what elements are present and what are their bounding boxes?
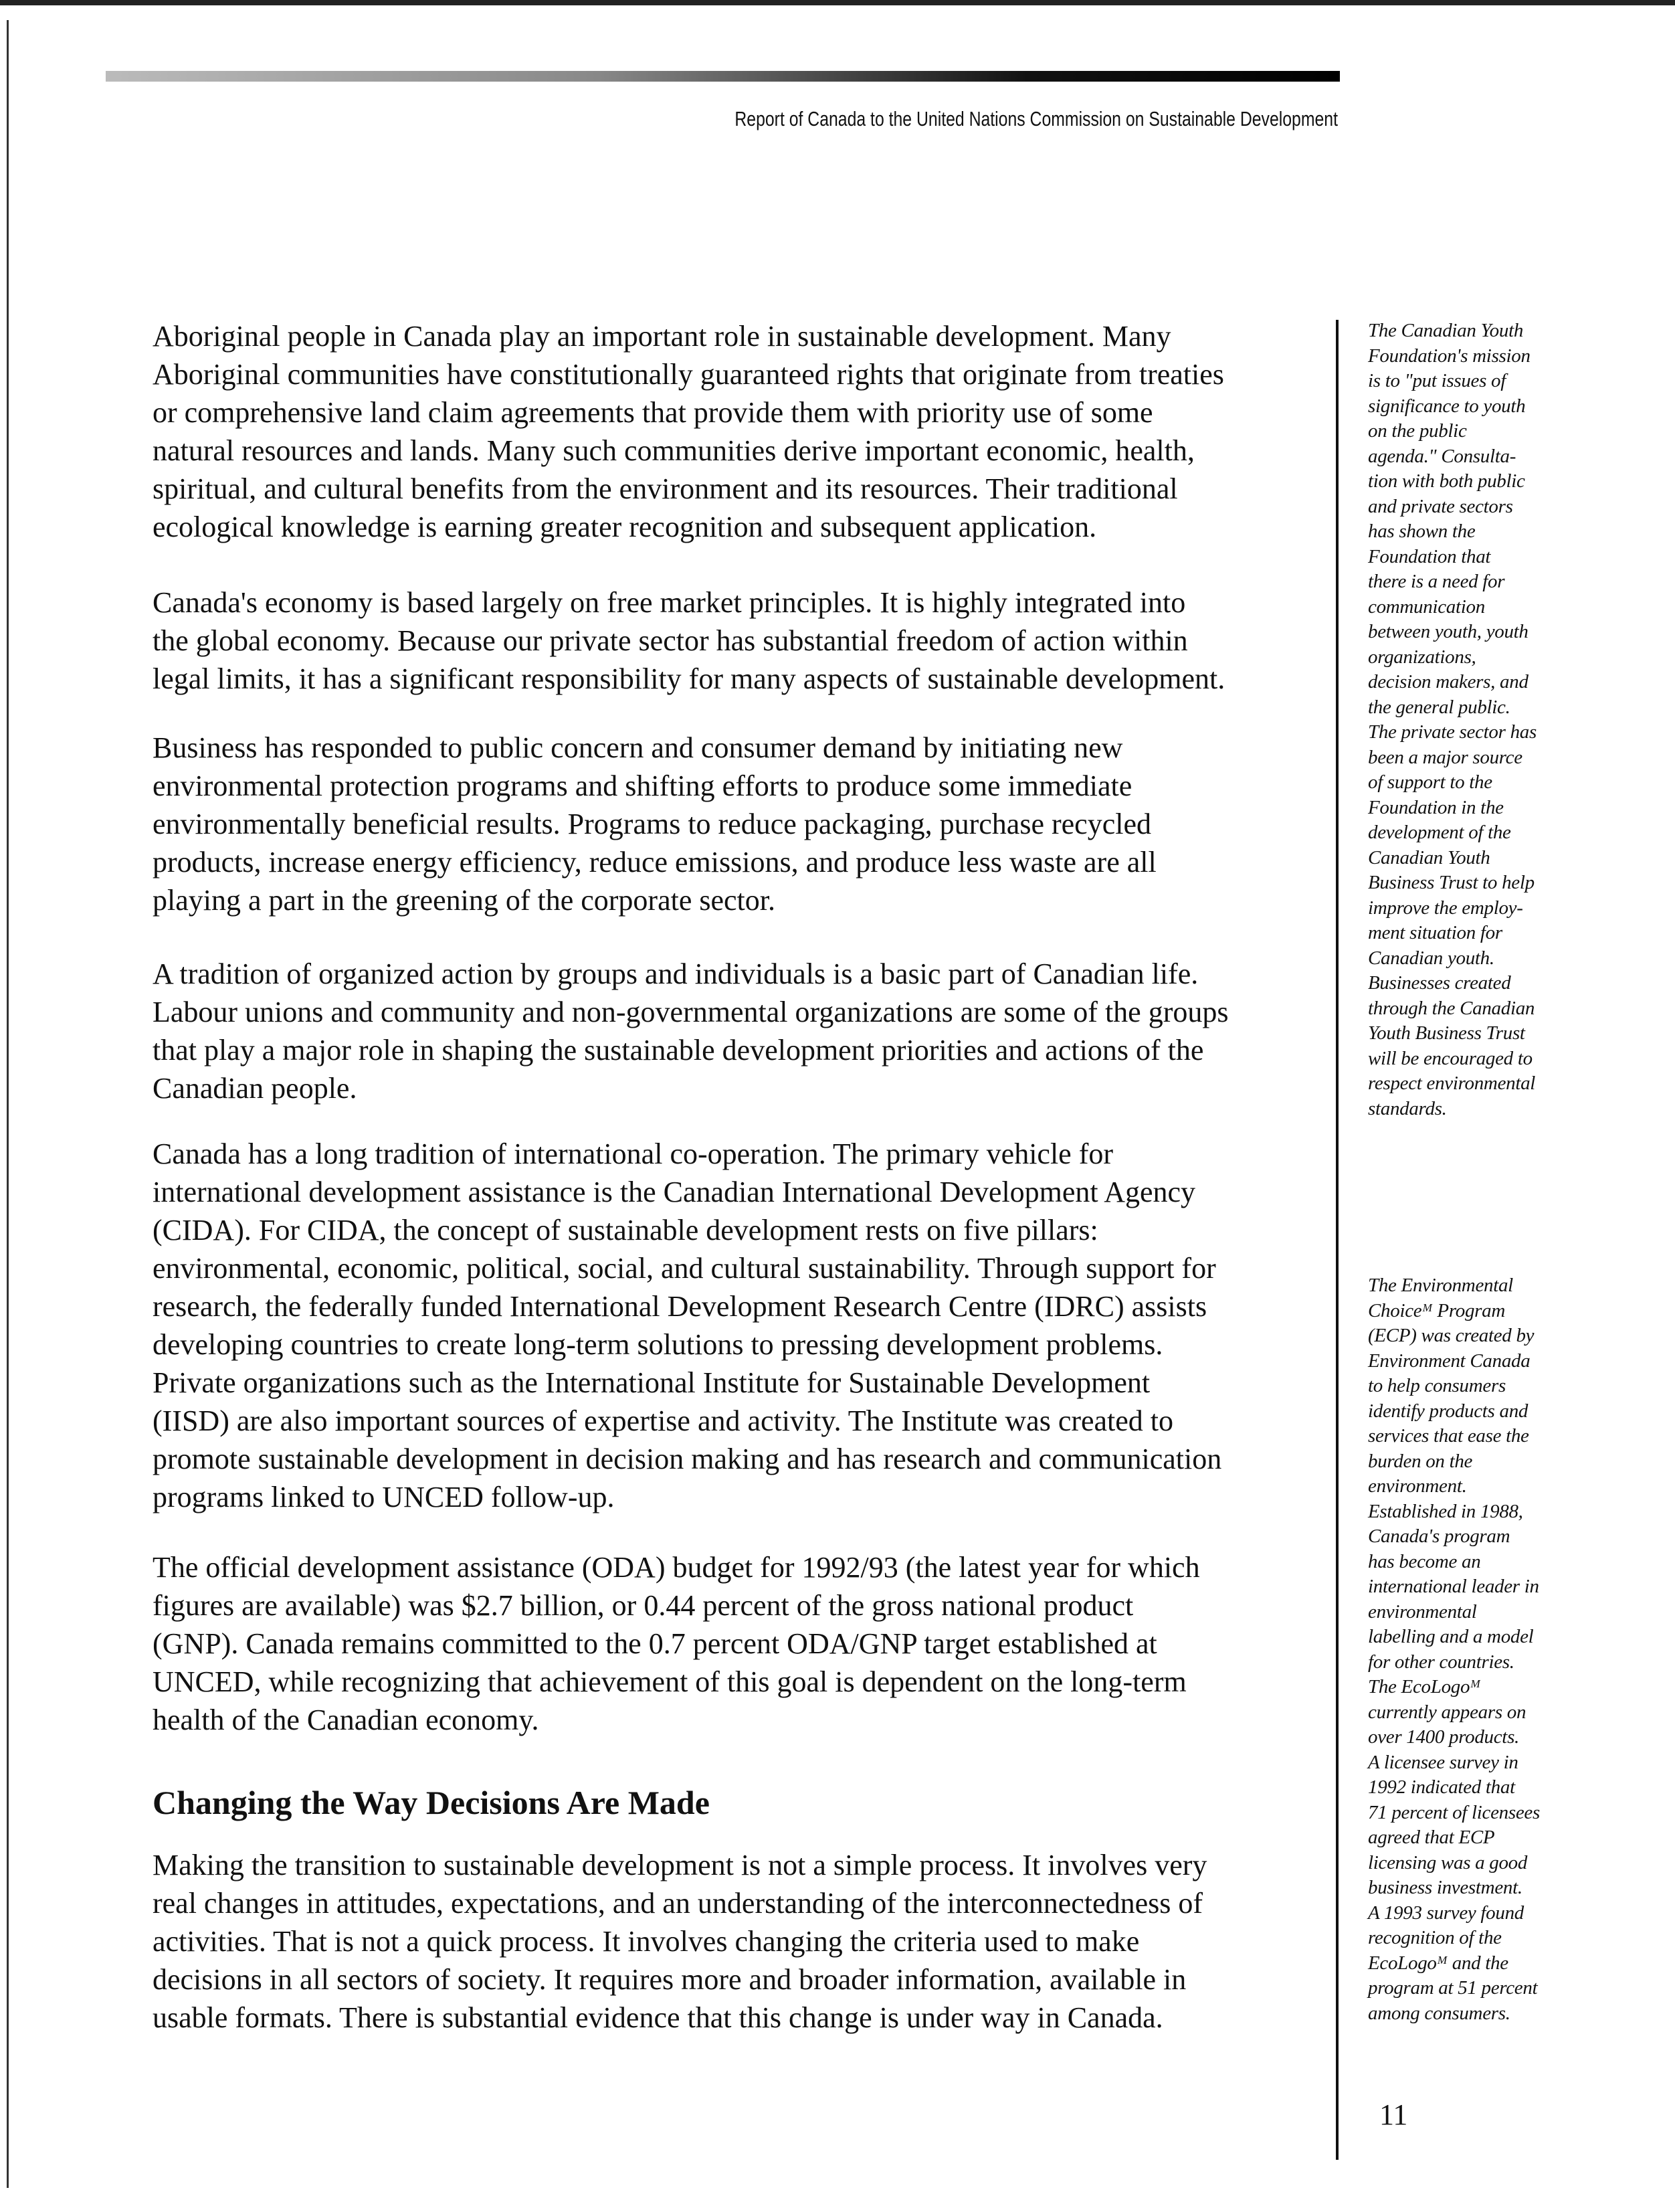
text-line: standards.	[1368, 1097, 1447, 1119]
text-line: (IISD) are also important sources of expertise and activity. The Institute was created to	[153, 1404, 1174, 1437]
text-line: recognition of the	[1368, 1927, 1502, 1948]
text-line: Canada has a long tradition of international co-operation. The primary vehicle for	[153, 1137, 1114, 1170]
paragraph-international-cooperation	[153, 1135, 1221, 1516]
text-line: Businesses created	[1368, 972, 1511, 994]
text-line: services that ease the	[1368, 1425, 1529, 1447]
text-line: communication	[1368, 595, 1485, 618]
text-line: environment.	[1368, 1475, 1467, 1497]
text-line: (CIDA). For CIDA, the concept of sustainable development rests on five pillars:	[153, 1214, 1098, 1247]
text-line: research, the federally funded International Development Research Centre (IDRC) assists	[153, 1290, 1207, 1323]
text-line: and private sectors	[1368, 495, 1513, 517]
text-line: Canadian youth.	[1368, 947, 1494, 969]
text-line: environmental, economic, political, social, and cultural sustainability. Through support for	[153, 1252, 1216, 1285]
text-line: currently appears on	[1368, 1701, 1526, 1723]
text-line: Canadian people.	[153, 1072, 357, 1105]
text-line: organizations,	[1368, 646, 1476, 668]
text-line: agenda." Consulta-	[1368, 445, 1516, 467]
text-line: Choiceᴹ Program	[1368, 1299, 1505, 1321]
text-line: improve the employ-	[1368, 897, 1523, 919]
text-line: (ECP) was created by	[1368, 1325, 1535, 1346]
text-line: Youth Business Trust	[1368, 1022, 1525, 1044]
text-line: Business Trust to help	[1368, 872, 1535, 893]
text-line: 71 percent of licensees	[1368, 1801, 1540, 1823]
text-line: ment situation for	[1368, 922, 1502, 943]
text-line: that play a major role in shaping the sustainable development priorities and actions of the	[153, 1034, 1204, 1067]
text-line: activities. That is not a quick process. It involves changing the criteria used to make	[153, 1925, 1140, 1958]
text-line: of support to the	[1368, 771, 1492, 793]
paragraph-oda-budget	[153, 1548, 1200, 1739]
text-line: developing countries to create long-term solutions to pressing development problems.	[153, 1328, 1163, 1361]
text-line: labelling and a model	[1368, 1626, 1534, 1647]
text-line: identify products and	[1368, 1400, 1529, 1422]
text-line: is to "put issues of	[1368, 370, 1506, 391]
text-line: (GNP). Canada remains committed to the 0.7 percent ODA/GNP target established at	[153, 1627, 1157, 1660]
text-line: there is a need for	[1368, 571, 1505, 592]
scan-left-edge	[7, 20, 9, 2188]
text-line: EcoLogoᴹ and the	[1368, 1952, 1508, 1974]
text-line: Foundation's mission	[1368, 345, 1531, 367]
text-line: spiritual, and cultural benefits from the environment and its resources. Their traditional	[153, 472, 1178, 505]
text-line: Labour unions and community and non-governmental organizations are some of the groups	[153, 996, 1229, 1028]
text-line: will be encouraged to	[1368, 1047, 1533, 1069]
text-line: has become an	[1368, 1550, 1481, 1572]
text-line: Environment Canada	[1368, 1350, 1531, 1372]
text-line: usable formats. There is substantial evidence that this change is under way in Canada.	[153, 2001, 1163, 2034]
running-header: Report of Canada to the United Nations Commission on Sustainable Development	[734, 107, 1338, 130]
text-line: Making the transition to sustainable development is not a simple process. It involves very	[153, 1849, 1207, 1881]
header-rule	[106, 71, 1340, 82]
text-line: to help consumers	[1368, 1375, 1506, 1396]
text-line: The Canadian Youth	[1368, 320, 1524, 341]
text-line: Canada's economy is based largely on free market principles. It is highly integrated into	[153, 586, 1186, 619]
text-line: decision makers, and	[1368, 671, 1529, 693]
text-line: products, increase energy efficiency, reduce emissions, and produce less waste are all	[153, 846, 1157, 879]
text-line: promote sustainable development in decision making and has research and communication	[153, 1443, 1222, 1475]
scan-top-edge	[0, 0, 1675, 5]
text-line: licensing was a good	[1368, 1851, 1528, 1873]
sidebar-note-environmental-choice	[1368, 1273, 1540, 2026]
text-line: environmental protection programs and shifting efforts to produce some immediate	[153, 769, 1132, 802]
text-line: The private sector has	[1368, 721, 1537, 743]
text-line: on the public	[1368, 420, 1467, 442]
text-line: playing a part in the greening of the corporate sector.	[153, 884, 775, 917]
text-line: Business has responded to public concern and consumer demand by initiating new	[153, 731, 1123, 764]
text-line: Foundation in the	[1368, 796, 1504, 818]
text-line: Canadian Youth	[1368, 846, 1490, 868]
text-line: Foundation that	[1368, 545, 1491, 567]
paragraph-organized-action	[153, 955, 1228, 1107]
text-line: The Environmental	[1368, 1275, 1513, 1296]
text-line: significance to youth	[1368, 395, 1526, 417]
text-line: business investment.	[1368, 1877, 1522, 1898]
paragraph-business	[153, 729, 1157, 919]
paragraph-economy	[153, 583, 1225, 698]
text-line: between youth, youth	[1368, 621, 1529, 642]
text-line: or comprehensive land claim agreements that provide them with priority use of some	[153, 396, 1153, 429]
text-line: tion with both public	[1368, 470, 1525, 492]
text-line: over 1400 products.	[1368, 1726, 1520, 1748]
paragraph-aboriginal	[153, 317, 1224, 546]
text-line: The official development assistance (ODA) budget for 1992/93 (the latest year for which	[153, 1551, 1200, 1584]
text-line: The EcoLogoᴹ	[1368, 1676, 1481, 1697]
text-line: the global economy. Because our private sector has substantial freedom of action within	[153, 624, 1188, 657]
text-line: A tradition of organized action by groups and individuals is a basic part of Canadian life.	[153, 957, 1199, 990]
text-line: legal limits, it has a significant responsibility for many aspects of sustainable development.	[153, 662, 1225, 695]
text-line: Aboriginal communities have constitutionally guaranteed rights that originate from treaties	[153, 358, 1224, 391]
text-line: has shown the	[1368, 521, 1476, 542]
text-line: the general public.	[1368, 696, 1510, 718]
text-line: Private organizations such as the International Institute for Sustainable Development	[153, 1366, 1151, 1399]
text-line: ecological knowledge is earning greater recognition and subsequent application.	[153, 511, 1097, 543]
text-line: burden on the	[1368, 1450, 1473, 1472]
text-line: agreed that ECP	[1368, 1827, 1495, 1848]
paragraph-decisions	[153, 1846, 1207, 2037]
text-line: A licensee survey in	[1368, 1751, 1518, 1773]
text-line: Aboriginal people in Canada play an important role in sustainable development. Many	[153, 320, 1171, 353]
text-line: UNCED, while recognizing that achievement of this goal is dependent on the long-term	[153, 1665, 1187, 1698]
text-line: program at 51 percent	[1368, 1977, 1538, 1999]
text-line: Established in 1988,	[1368, 1500, 1523, 1522]
section-heading: Changing the Way Decisions Are Made	[153, 1784, 710, 1821]
text-line: among consumers.	[1368, 2002, 1510, 2024]
text-line: for other countries.	[1368, 1651, 1514, 1673]
text-line: development of the	[1368, 822, 1511, 843]
text-line: A 1993 survey found	[1368, 1902, 1524, 1924]
text-line: programs linked to UNCED follow-up.	[153, 1481, 615, 1513]
sidebar-note-youth-foundation	[1368, 318, 1537, 1121]
text-line: 1992 indicated that	[1368, 1776, 1515, 1798]
text-line: environmentally beneficial results. Programs to reduce packaging, purchase recycled	[153, 808, 1151, 840]
page-number: 11	[1379, 2098, 1408, 2131]
text-line: environmental	[1368, 1600, 1477, 1623]
sidebar-divider	[1336, 320, 1339, 2160]
text-line: real changes in attitudes, expectations, and an understanding of the interconnectedness of	[153, 1887, 1203, 1920]
text-line: been a major source	[1368, 746, 1522, 768]
text-line: international leader in	[1368, 1576, 1539, 1597]
text-line: decisions in all sectors of society. It requires more and broader information, available in	[153, 1963, 1187, 1996]
text-line: natural resources and lands. Many such communities derive important economic, health,	[153, 434, 1195, 467]
text-line: figures are available) was $2.7 billion, or 0.44 percent of the gross national product	[153, 1589, 1134, 1622]
text-line: respect environmental	[1368, 1073, 1536, 1094]
text-line: through the Canadian	[1368, 997, 1535, 1019]
text-line: health of the Canadian economy.	[153, 1703, 539, 1736]
text-line: international development assistance is the Canadian International Development Agency	[153, 1176, 1196, 1208]
text-line: Canada's program	[1368, 1526, 1510, 1547]
